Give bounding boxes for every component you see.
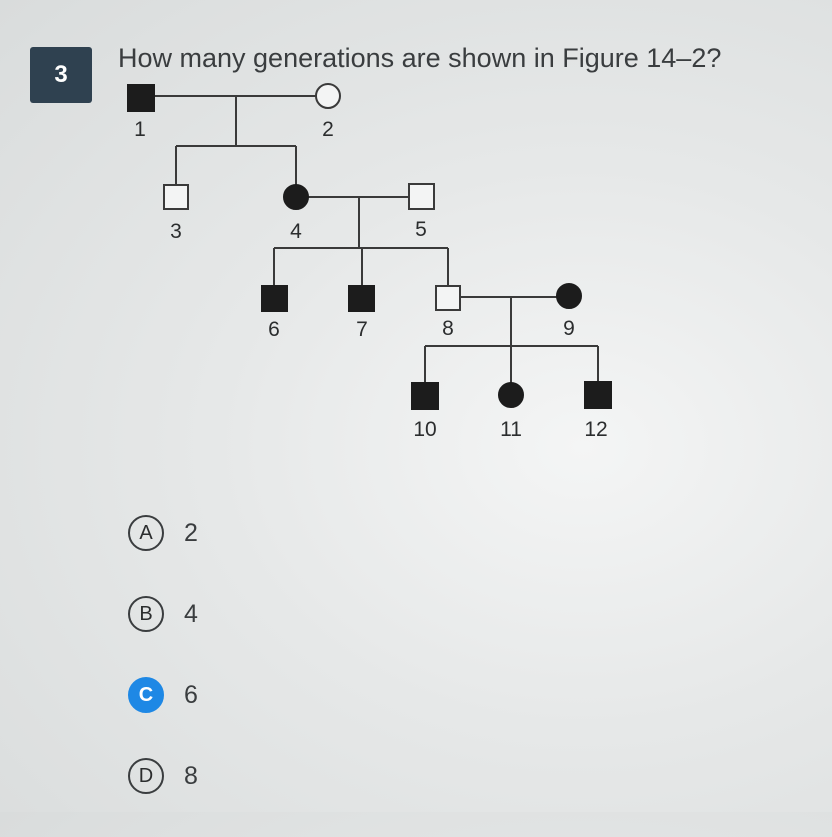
option-b-letter: B (128, 596, 164, 632)
option-b-value: 4 (184, 599, 198, 628)
individual-4-label: 4 (290, 220, 302, 243)
individual-3-symbol (164, 185, 188, 209)
option-d-letter: D (128, 758, 164, 794)
individual-6-label: 6 (268, 318, 280, 341)
individual-9-label: 9 (563, 317, 575, 340)
pedigree-lines (154, 96, 598, 383)
individual-2-symbol (316, 84, 340, 108)
individual-9-symbol (557, 284, 581, 308)
question-text: How many generations are shown in Figure 14–2? (118, 43, 722, 73)
option-b[interactable] (128, 594, 198, 634)
individual-8-symbol (436, 286, 460, 310)
option-a[interactable] (128, 513, 198, 553)
option-d[interactable] (128, 756, 198, 796)
option-a-value: 2 (184, 518, 198, 547)
option-d-value: 8 (184, 761, 198, 790)
option-a-letter: A (128, 515, 164, 551)
individual-8-label: 8 (442, 317, 454, 340)
individual-5-label: 5 (415, 218, 427, 241)
answer-options (128, 513, 198, 837)
individual-4-symbol (284, 185, 308, 209)
individual-3-label: 3 (170, 220, 182, 243)
individual-7-label: 7 (356, 318, 368, 341)
individual-12-label: 12 (584, 418, 608, 441)
option-c-letter: C (128, 677, 164, 713)
individual-2-label: 2 (322, 118, 334, 141)
individual-10-symbol (412, 383, 438, 409)
individual-12-symbol (585, 382, 611, 408)
individual-11-symbol (499, 383, 523, 407)
option-c[interactable] (128, 675, 198, 715)
question-number-badge: 3 (30, 47, 92, 103)
individual-5-symbol (409, 184, 434, 209)
individual-7-symbol (349, 286, 374, 311)
individual-1-label: 1 (134, 118, 146, 141)
individual-10-label: 10 (413, 418, 437, 441)
option-c-value: 6 (184, 680, 198, 709)
individual-6-symbol (262, 286, 287, 311)
individual-1-symbol (128, 85, 154, 111)
individual-11-label: 11 (500, 418, 522, 441)
